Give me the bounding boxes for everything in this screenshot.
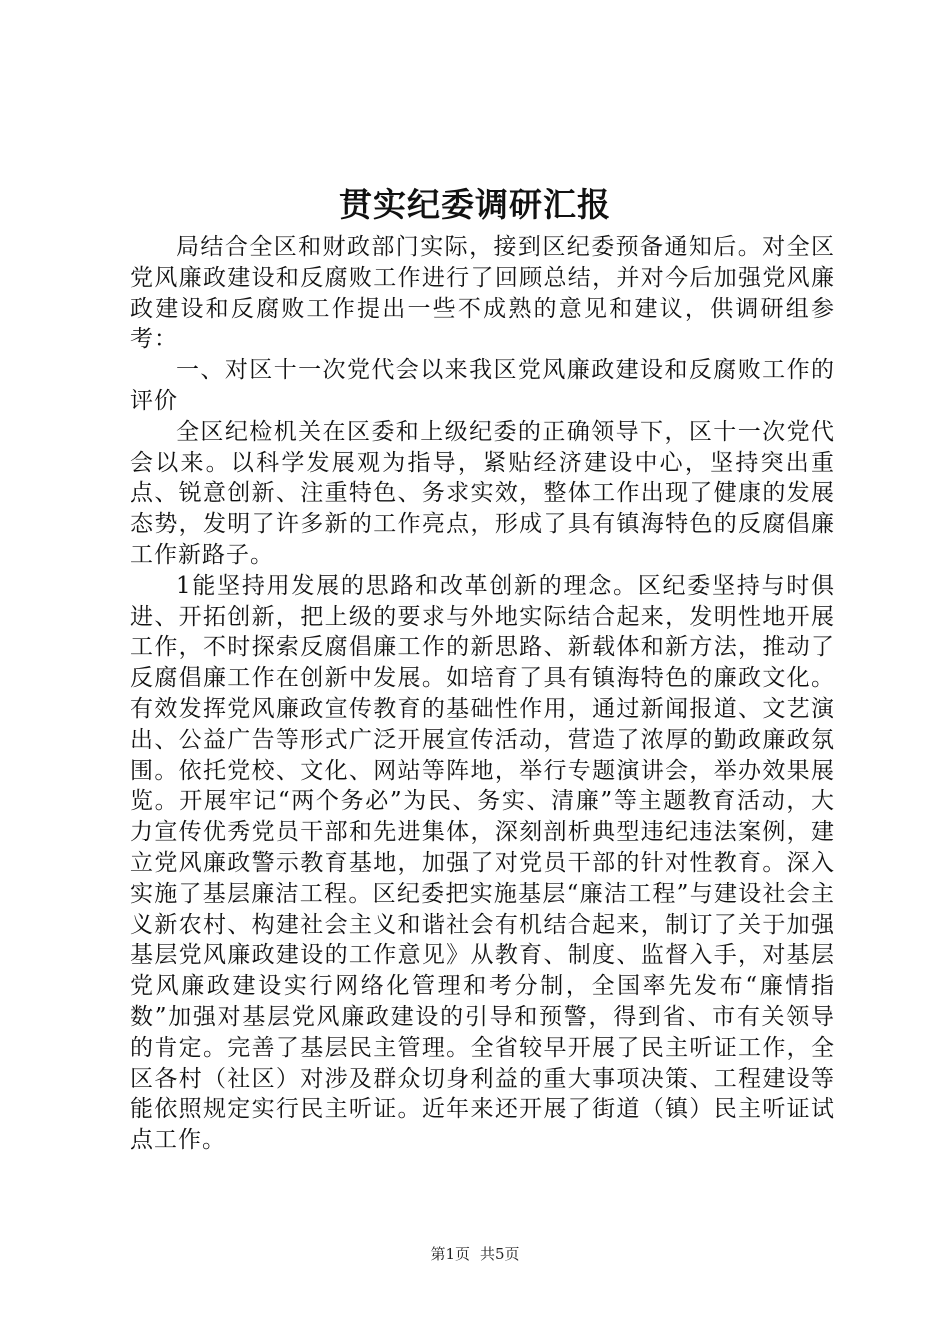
paragraph-section-heading: 一、对区十一次党代会以来我区党风廉政建设和反腐败工作的评价 [130,357,835,414]
page-total: 共5页 [480,1245,520,1263]
paragraph-overview: 全区纪检机关在区委和上级纪委的正确领导下，区十一次党代会以来。以科学发展观为指导，紧贴经济建设中心，坚持突出重点、锐意创新、注重特色、务求实效，整体工作出现了健康的发展态势，发明了许多新的工作亮点，形成了具有镇海特色的反腐倡廉工作新路子。 [130,418,835,568]
paragraph-intro: 局结合全区和财政部门实际，接到区纪委预备通知后。对全区党风廉政建设和反腐败工作进行了回顾总结，并对今后加强党风廉政建设和反腐败工作提出一些不成熟的意见和建议，供调研组参考： [130,234,835,353]
document-title: 贯实纪委调研汇报 [339,185,611,224]
page-number: 第1页 [430,1245,470,1263]
page-footer [0,1244,950,1264]
paragraph-point-1: 1能坚持用发展的思路和改革创新的理念。区纪委坚持与时俱进、开拓创新，把上级的要求与外地实际结合起来，发明性地开展工作，不时探索反腐倡廉工作的新思路、新载体和新方法，推动了反腐倡廉工作在创新中发展。如培育了具有镇海特色的廉政文化。有效发挥党风廉政宣传教育的基础性作用，通过新闻报道、文艺演出、公益广告等形式广泛开展宣传活动，营造了浓厚的勤政廉政氛围。依托党校、文化、网站等阵地，举行专题演讲会，举办效果展览。开展牢记“两个务必”为民、务实、清廉”等主题教育活动，大力宣传优秀党员干部和先进集体，深刻剖析典型违纪违法案例，建立党风廉政警示教育基地，加强了对党员干部的针对性教育。深入实施了基层廉洁工程。区纪委把实施基层“廉洁工程”与建设社会主义新农村、构建社会主义和谐社会有机结合起来，制订了关于加强基层党风廉政建设的工作意见》从教育、制度、监督入手，对基层党风廉政建设实行网络化管理和考分制，全国率先发布“廉情指数”加强对基层党风廉政建设的引导和预警，得到省、市有关领导的肯定。完善了基层民主管理。全省较早开展了民主听证工作，全区各村（社区）对涉及群众切身利益的重大事项决策、工程建设等能依照规定实行民主听证。近年来还开展了街道（镇）民主听证试点工作。 [130,572,835,1154]
document-body [130,232,835,1156]
